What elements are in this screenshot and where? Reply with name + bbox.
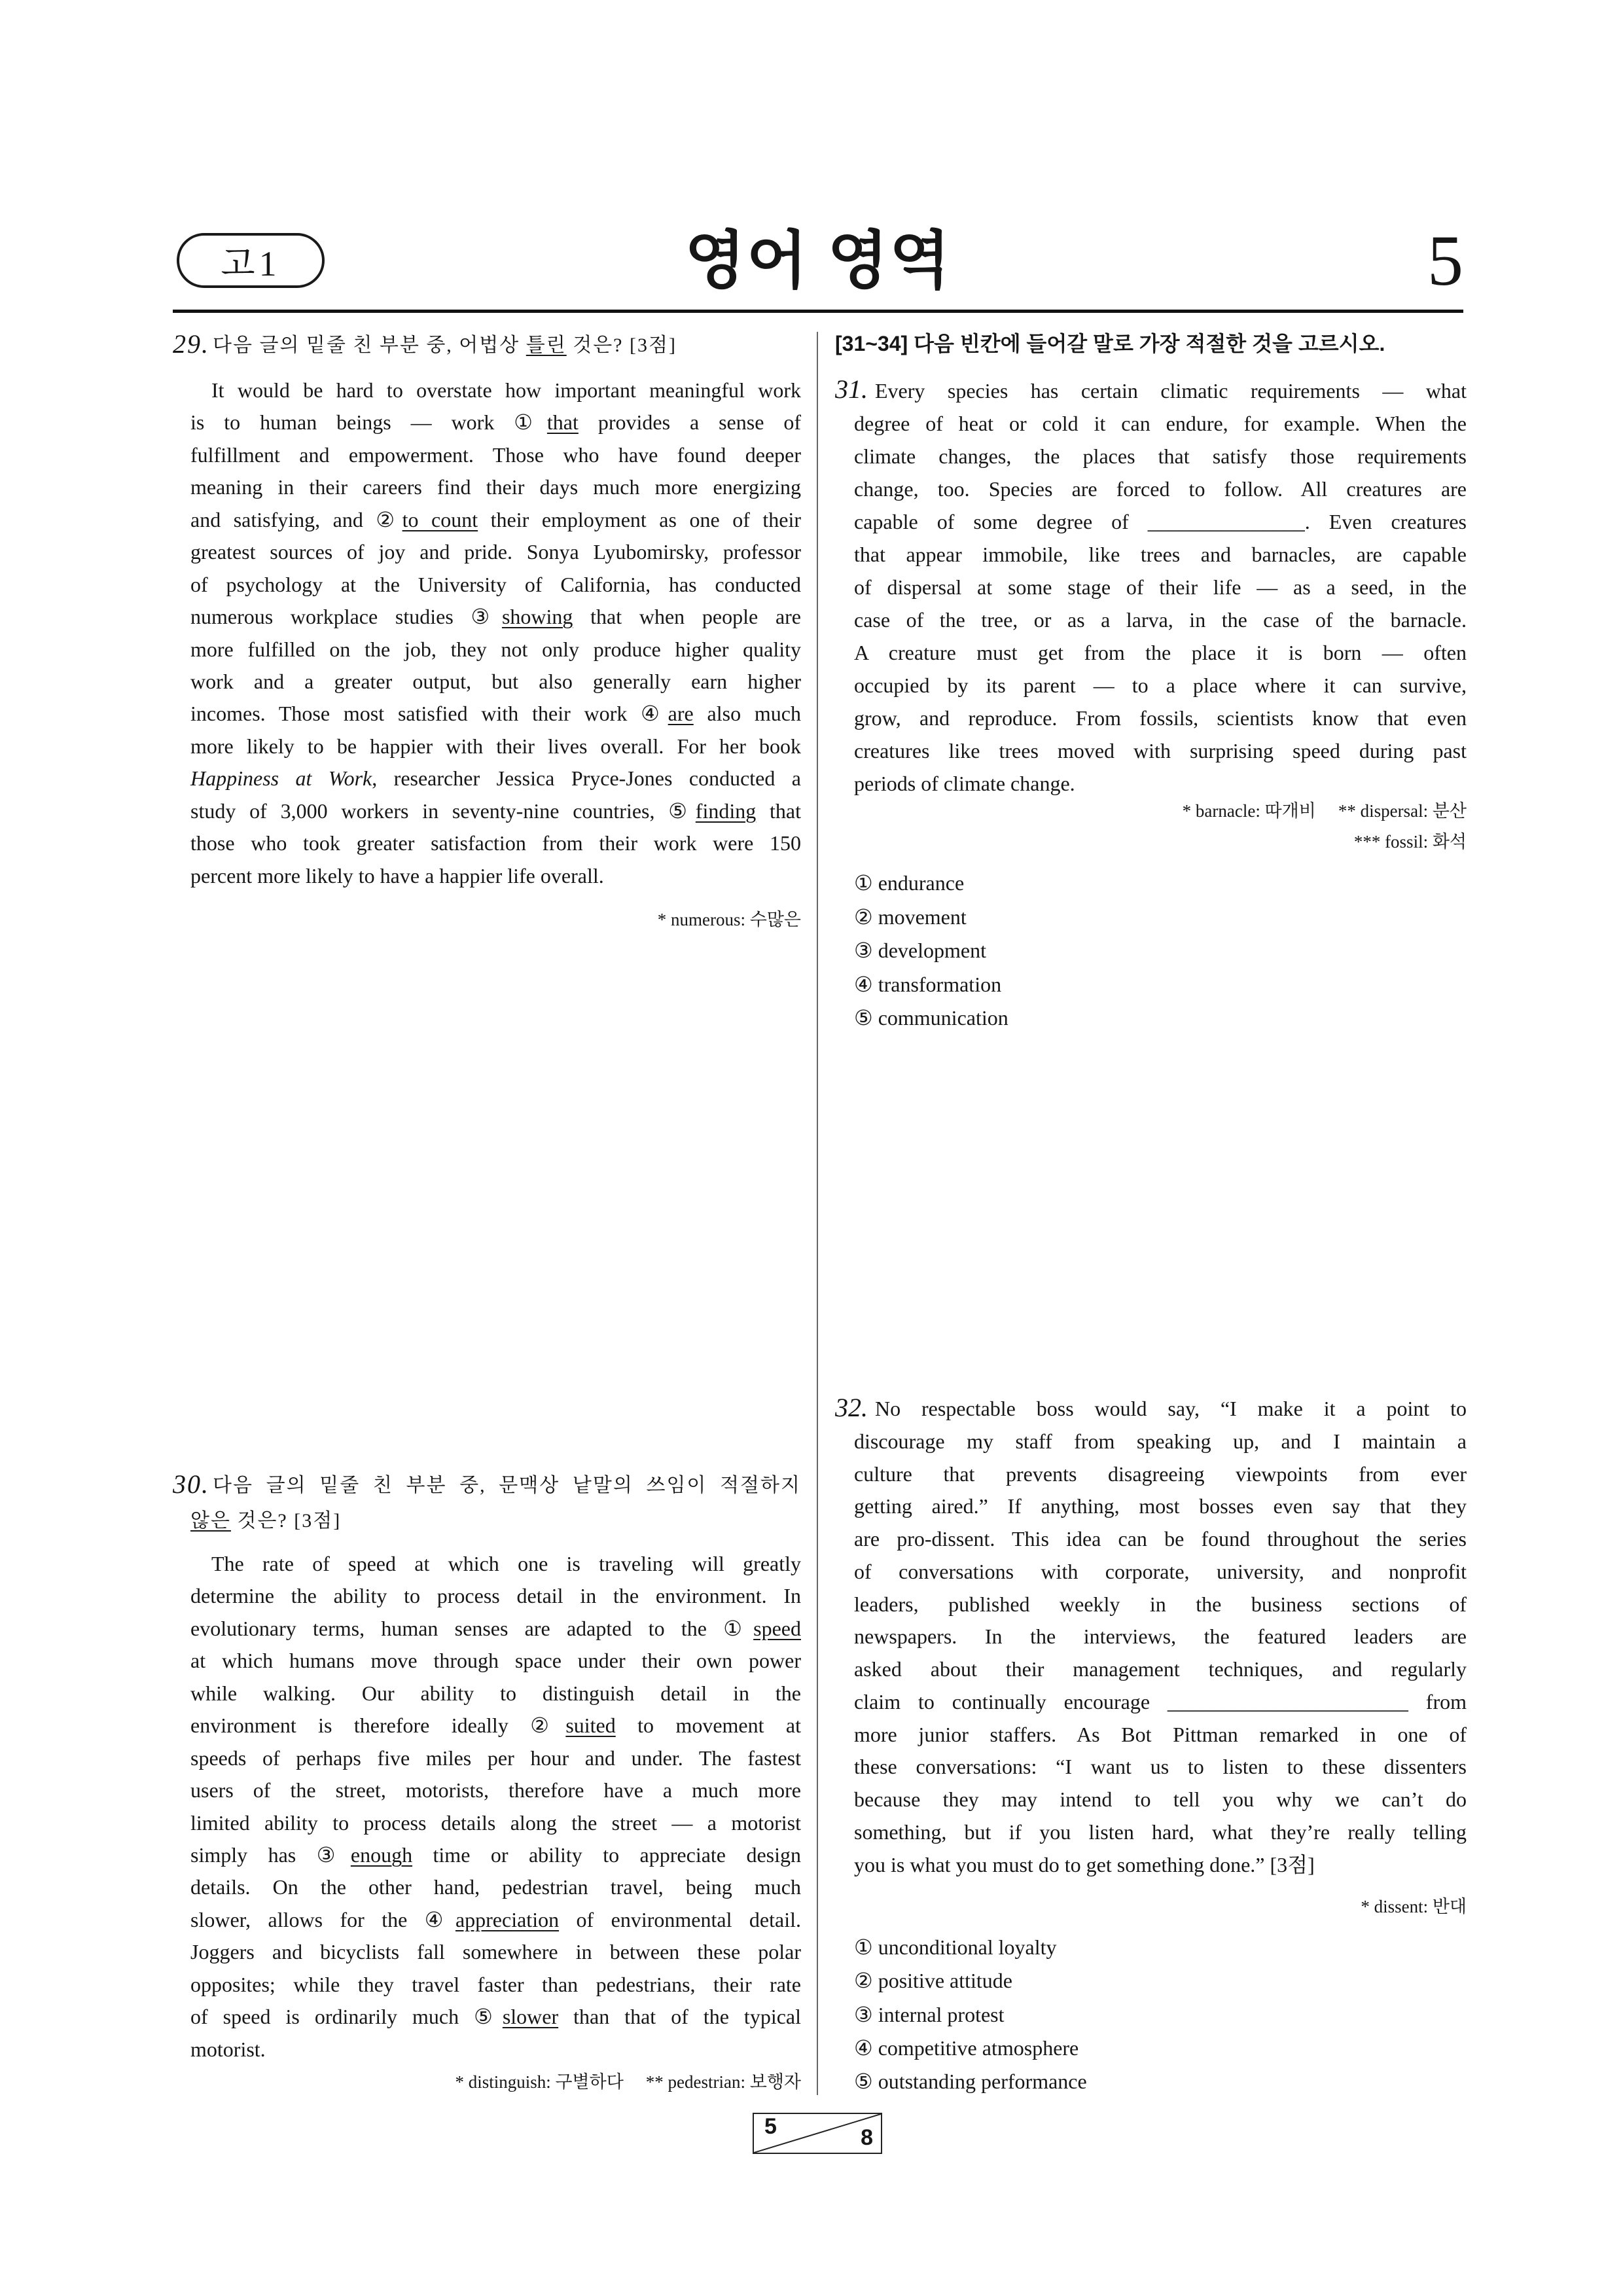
text-run: that [756,798,802,823]
passage-line [854,1653,1467,1686]
passage-line [190,601,801,633]
page-number: 5 [1427,221,1463,300]
total-pages: 8 [861,2125,873,2150]
passage-line [190,827,801,859]
underlined-text: enough [350,1842,413,1867]
passage-line [190,666,801,698]
italic-text: Happiness at Work [190,766,372,791]
text-run: getting aired.” If anything, most bosses even say that they [854,1494,1467,1518]
passage-line [190,569,801,601]
footnotes [190,904,801,935]
question-passage [190,374,801,892]
text-run: percent more likely to have a happier life overall. [190,863,604,888]
passage-line [190,1742,801,1774]
page-title: 영어 영역 [685,226,952,296]
question-passage [190,1548,801,2066]
underlined-text: 않은 [190,1510,231,1532]
text-run: grow, and reproduce. From fossils, scientists know that even [854,706,1467,730]
passage-line [190,1548,801,1580]
passage-line [190,634,801,666]
passage-line [190,1969,801,2001]
text-run: limited ability to process details along the street — a motorist [190,1810,801,1835]
passage-line [190,1904,801,1936]
passage-line [854,374,1467,407]
text-run: numerous workplace studies ③ [190,605,502,629]
text-run: is to human beings — work ① [190,410,547,435]
text-run: environment is therefore ideally ② [190,1713,566,1738]
footnote-line [190,904,801,935]
text-run: greatest sources of joy and pride. Sonya Lyubomirsky, professor [190,540,801,564]
passage-line [854,1523,1467,1556]
passage-line [854,636,1467,669]
footnote: * barnacle: 따개비 [1182,801,1316,821]
text-run: that when people are [573,605,801,629]
passage-line [854,767,1467,800]
text-run: 다음 글의 밑줄 친 부분 중, 문맥상 낱말의 쓰임이 적절하지 [213,1475,801,1496]
footnote-line [854,796,1467,827]
passage-line [190,1710,801,1742]
question-number: 31. [835,374,868,404]
section-instruction: [31~34] 다음 빈칸에 들어갈 말로 가장 적절한 것을 고르시오. [835,332,1385,355]
passage-line [190,1871,801,1903]
text-run: The rate of speed at which one is traveling will greatly [211,1552,801,1575]
passage-line [854,1621,1467,1653]
passage-line [854,1393,1467,1426]
passage-line [854,1816,1467,1849]
passage-line [190,1807,801,1839]
text-run: motorist. [190,2037,266,2061]
passage-line [854,603,1467,636]
text-run: and satisfying, and ② [190,507,402,531]
answer-choices [854,867,1467,1035]
text-run: at which humans move through space under their own power [190,1649,801,1673]
text-run: evolutionary terms, human senses are adapted to the ① [190,1616,754,1640]
answer-choice: ① unconditional loyalty [854,1935,1057,1959]
prompt-line [190,1503,801,1539]
passage-line [190,1936,801,1968]
underlined-text: to count [402,507,478,531]
passage-line [854,1686,1467,1719]
passage-line [190,1839,801,1871]
text-run: simply has ③ [190,1842,351,1867]
passage-line [854,1588,1467,1621]
text-run: those who took greater satisfaction from their work were 150 [190,831,801,855]
passage-line [190,795,801,827]
passage-line [190,1580,801,1612]
underlined-text: are [668,702,694,726]
footnotes [190,2066,801,2098]
passage-line [190,471,801,503]
text-run: climate changes, the places that satisfy those requirements [854,444,1467,468]
text-run: more likely to be happier with their lives overall. For her book [190,734,801,758]
passage-line [854,734,1467,767]
answer-choice: ⑤ communication [854,1006,1008,1030]
text-run: creatures like trees moved with surprising speed during past [854,739,1467,762]
text-run: you is what you must do to get something done.” [3점] [854,1852,1315,1876]
passage-line [190,1677,801,1710]
footnotes [854,1891,1467,1922]
text-run: periods of climate change. [854,772,1075,795]
text-run: speeds of perhaps five miles per hour and under. The fastest [190,1746,801,1770]
answer-choice: ⑤ outstanding performance [854,2070,1087,2094]
question-number: 32. [835,1393,868,1422]
text-run: time or ability to appreciate design [412,1842,802,1867]
passage-line [854,669,1467,702]
underlined-text: suited [565,1713,616,1738]
text-run: of environmental detail. [559,1907,801,1931]
text-run: discourage my staff from speaking up, and I maintain a [854,1429,1467,1453]
text-run: more junior staffers. As Bot Pittman remarked in one of [854,1722,1467,1746]
passage-line [190,762,801,795]
text-run: 것은? [3점] [230,1510,342,1532]
answer-choice: ④ competitive atmosphere [854,2036,1079,2060]
passage-line [854,1490,1467,1523]
text-run: It would be hard to overstate how important meaningful work [211,378,801,402]
question-passage [835,374,1467,800]
answer-choice: ③ development [854,939,986,962]
text-run: than that of the typical [558,2005,802,2029]
answer-choices [854,1931,1467,2098]
text-run: of psychology at the University of California, has conducted [190,572,801,596]
text-run: fulfillment and empowerment. Those who have found deeper [190,442,801,467]
passage-line [854,538,1467,571]
text-run: opposites; while they travel faster than pedestrians, their rate [190,1972,801,1996]
passage-line [854,1426,1467,1458]
underlined-text: 틀린 [526,334,567,356]
answer-choice: ② movement [854,905,967,929]
passage-line [854,440,1467,473]
passage-line [854,1784,1467,1816]
current-page: 5 [764,2114,777,2139]
question-passage [835,1393,1467,1881]
passage-line [854,1849,1467,1882]
footnote-line [854,1891,1467,1922]
passage-line [190,730,801,762]
text-run: of speed is ordinarily much ⑤ [190,2005,503,2029]
passage-line [190,2001,801,2033]
passage-line [190,1645,801,1677]
text-run: leaders, published weekly in the business sections of [854,1592,1467,1616]
header-rule [173,310,1463,313]
underlined-text: speed [753,1616,801,1640]
passage-line [854,1719,1467,1751]
underlined-text: showing [501,605,573,629]
grade-label: 고1 [221,243,281,283]
footnotes [854,796,1467,857]
passage-line [854,473,1467,505]
text-run: case of the tree, or as a larva, in the case of the barnacle. [854,608,1467,632]
question-prompt [173,1468,801,1539]
text-run: more fulfilled on the job, they not only produce higher quality [190,637,801,661]
text-run: change, too. Species are forced to follow. All creatures are [854,477,1467,501]
text-run: users of the street, motorists, therefore have a much more [190,1778,801,1803]
text-run: determine the ability to process detail in the environment. In [190,1584,801,1608]
text-run: culture that prevents disagreeing viewpoints from ever [854,1462,1467,1486]
text-run: newspapers. In the interviews, the featured leaders are [854,1624,1467,1649]
underlined-text: finding [695,798,757,823]
text-run: study of 3,000 workers in seventy-nine countries, ⑤ [190,798,696,823]
text-run: occupied by its parent — to a place where it can survive, [854,673,1467,697]
text-run: asked about their management techniques, and regularly [854,1657,1467,1681]
text-run: Every species has certain climatic requirements — what [875,379,1467,403]
passage-line [854,571,1467,603]
passage-line [190,374,801,406]
passage-line [190,698,801,730]
passage-line [854,702,1467,734]
text-run: slower, allows for the ④ [190,1907,455,1931]
passage-line [854,1458,1467,1491]
text-run: provides a sense of [578,410,801,435]
footnote: * distinguish: 구별하다 [455,2072,624,2092]
question-number: 30. [173,1469,209,1499]
text-run: while walking. Our ability to distinguish detail in the [190,1681,801,1705]
footnote-line [190,2066,801,2098]
underlined-text: that [546,410,579,435]
answer-choice: ③ internal protest [854,2002,1005,2026]
text-run: something, but if you listen hard, what they’re really telling [854,1820,1467,1844]
text-run: Joggers and bicyclists fall somewhere in between these polar [190,1940,801,1964]
answer-choice: ④ transformation [854,972,1002,996]
text-run: to movement at [615,1713,802,1738]
footnote: * numerous: 수많은 [657,910,801,929]
text-run: because they may intend to tell you why we can’t do [854,1787,1467,1811]
text-run: claim to continually encourage _______________________ from [854,1689,1467,1713]
text-run: are pro-dissent. This idea can be found throughout the series [854,1527,1467,1551]
text-run: 다음 글의 밑줄 친 부분 중, 어법상 [213,334,526,356]
passage-line [190,2034,801,2066]
passage-line [190,439,801,471]
text-run: degree of heat or cold it can endure, for example. When the [854,412,1467,435]
column-divider [817,332,818,2095]
passage-line [190,1613,801,1645]
text-run: of dispersal at some stage of their life — as a seed, in the [854,575,1467,599]
text-run: meaning in their careers find their days much more energizing [190,475,801,499]
text-run: No respectable boss would say, “I make it a point to [875,1397,1467,1420]
text-run: that appear immobile, like trees and barnacles, are capable [854,543,1467,566]
passage-line [854,1751,1467,1784]
text-run: of conversations with corporate, university, and nonprofit [854,1559,1467,1583]
text-run: their employment as one of their [478,507,802,531]
passage-line [854,1556,1467,1588]
text-run: work and a greater output, but also generally earn higher [190,669,801,693]
footnote: *** fossil: 화석 [1353,832,1467,852]
text-run: these conversations: “I want us to listen to these dissenters [854,1755,1467,1779]
answer-choice: ① endurance [854,871,965,895]
text-run: 것은? [3점] [566,334,677,356]
text-run: incomes. Those most satisfied with their work ④ [190,702,668,726]
text-run: also much [693,702,802,726]
underlined-text: appreciation [455,1907,560,1931]
passage-line [190,536,801,568]
answer-choice: ② positive attitude [854,1969,1012,1993]
text-run: , researcher Jessica Pryce-Jones conducted a [372,766,802,791]
footnote: ** pedestrian: 보행자 [645,2072,801,2092]
passage-line [854,407,1467,440]
footnote: ** dispersal: 분산 [1338,801,1467,821]
text-run: capable of some degree of _______________. Even creatures [854,510,1467,533]
passage-line [190,1774,801,1806]
grade-badge [177,233,325,288]
page-indicator [753,2113,882,2154]
text-run: A creature must get from the place it is born — often [854,641,1467,664]
footnote: * dissent: 반대 [1361,1897,1467,1916]
question-prompt [173,329,801,362]
passage-line [190,406,801,439]
passage-line [190,860,801,892]
text-run: details. On the other hand, pedestrian travel, being much [190,1875,801,1899]
question-number: 29. [173,329,209,359]
prompt-line [190,1468,801,1503]
prompt-line [190,329,801,362]
passage-line [854,505,1467,538]
passage-line [190,504,801,536]
footnote-line [854,827,1467,857]
underlined-text: slower [502,2005,559,2029]
